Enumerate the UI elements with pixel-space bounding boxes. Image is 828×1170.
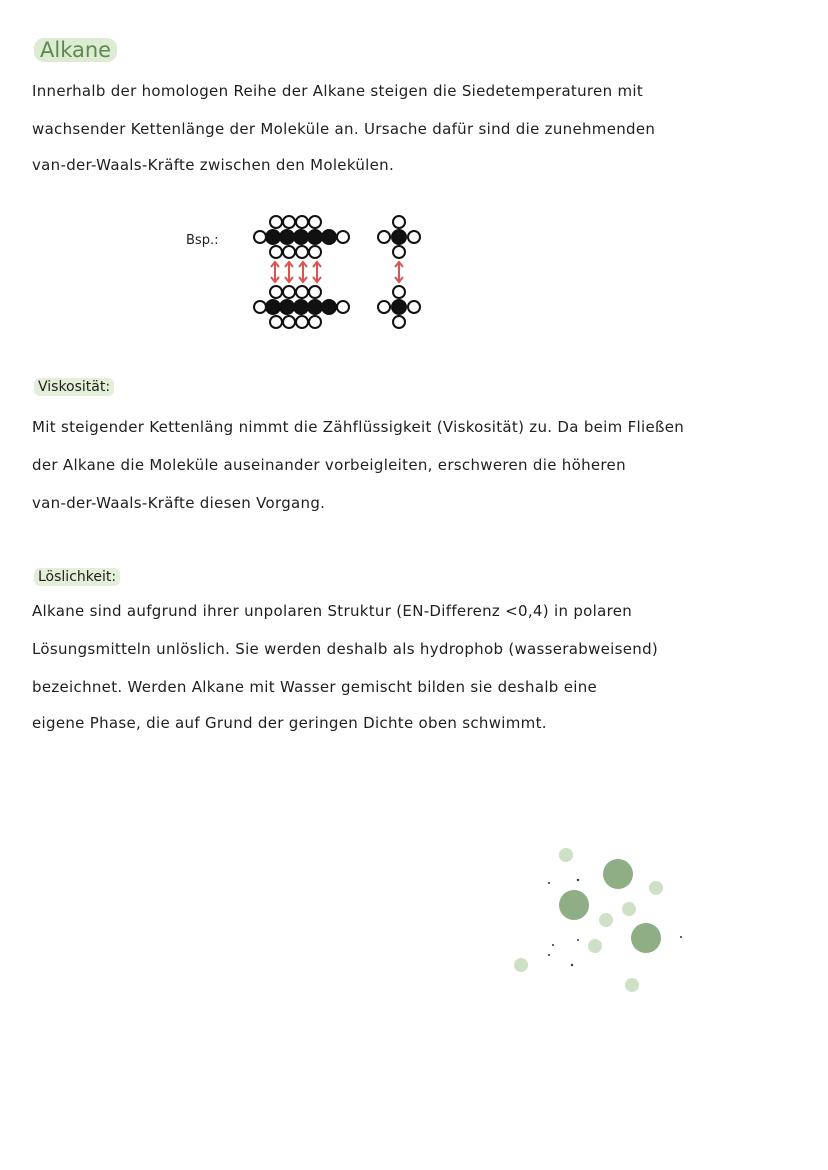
methane-molecule-bottom bbox=[378, 286, 420, 328]
viscosity-line-2: der Alkane die Moleküle auseinander vorbeigleiten, erschweren die höheren bbox=[32, 456, 626, 474]
intro-line-1: Innerhalb der homologen Reihe der Alkane steigen die Siedetemperaturen mit bbox=[32, 82, 644, 100]
viscosity-line-1: Mit steigender Kettenläng nimmt die Zähflüssigkeit (Viskosität) zu. Da beim Fließen bbox=[32, 418, 685, 436]
intro-line-2: wachsender Kettenlänge der Moleküle an. Ursache dafür sind die zunehmenden bbox=[32, 120, 656, 138]
solubility-line-4: eigene Phase, die auf Grund der geringen Dichte oben schwimmt. bbox=[32, 714, 547, 732]
intro-line-3: van-der-Waals-Kräfte zwischen den Molekülen. bbox=[32, 156, 395, 174]
solubility-heading: Löslichkeit: bbox=[34, 568, 120, 586]
methane-molecule-top bbox=[378, 216, 420, 258]
pentane-molecule-top bbox=[254, 216, 349, 258]
page-title: Alkane bbox=[34, 38, 117, 62]
solubility-line-3: bezeichnet. Werden Alkane mit Wasser gemischt bilden sie deshalb eine bbox=[32, 678, 598, 696]
viscosity-heading: Viskosität: bbox=[34, 378, 114, 396]
interaction-arrow-short bbox=[395, 262, 403, 282]
interaction-arrows-long bbox=[271, 262, 321, 282]
solubility-line-1: Alkane sind aufgrund ihrer unpolaren Struktur (EN-Differenz <0,4) in polaren bbox=[32, 602, 633, 620]
decorative-dots bbox=[514, 848, 682, 992]
viscosity-line-3: van-der-Waals-Kräfte diesen Vorgang. bbox=[32, 494, 326, 512]
pentane-molecule-bottom bbox=[254, 286, 349, 328]
example-label: Bsp.: bbox=[186, 233, 219, 248]
solubility-line-2: Lösungsmitteln unlöslich. Sie werden deshalb als hydrophob (wasserabweisend) bbox=[32, 640, 659, 658]
